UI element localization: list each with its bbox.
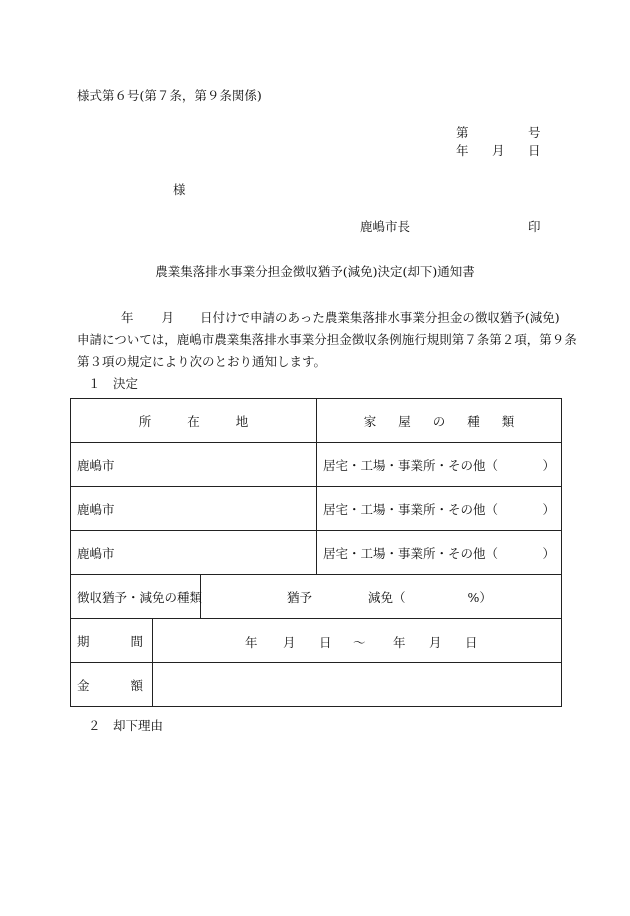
table-row-house: 居宅・工場・事業所・その他（ ） [317, 487, 562, 531]
section-decision: １ 決定 [88, 376, 139, 391]
body-line3: 第３項の規定により次のとおり通知します。 [77, 354, 327, 369]
amount-value-field [153, 663, 561, 706]
decision-table [70, 398, 562, 707]
document-title: 農業集落排水事業分担金徴収猶予(減免)決定(却下)通知書 [155, 264, 475, 279]
body-line1: 日付けで申請のあった農業集落排水事業分担金の徴収猶予(減免) [200, 310, 560, 325]
table-row-house: 居宅・工場・事業所・その他（ ） [317, 531, 562, 575]
amount-label: 金 額 [71, 663, 153, 706]
body-line2: 申請については，鹿嶋市農業集落排水事業分担金徴収条例施行規則第７条第２項，第９条 [77, 332, 577, 347]
table-row-location: 鹿嶋市 [71, 443, 317, 487]
addressee-suffix: 様 [173, 182, 186, 197]
body-month: 月 [161, 310, 175, 325]
table-row-house: 居宅・工場・事業所・その他（ ） [317, 443, 562, 487]
number-prefix: 第 [456, 125, 469, 140]
deferral-kind-label: 徴収猶予・減免の種類 [71, 575, 201, 618]
period-values: 年 月 日 ～ 年 月 日 [245, 635, 478, 650]
table-row-location: 鹿嶋市 [71, 487, 317, 531]
kind-percent: %） [467, 589, 492, 605]
table-row-location: 鹿嶋市 [71, 531, 317, 575]
kind-deferral: 猶予 [287, 589, 313, 605]
header-location: 所 在 地 [71, 399, 317, 443]
section-rejection-reason: ２ 却下理由 [88, 718, 164, 733]
issuer-name: 鹿嶋市長 [360, 219, 411, 234]
form-number: 様式第６号(第７条，第９条関係) [77, 88, 262, 103]
body-paragraph [77, 307, 577, 373]
deferral-kind-row [71, 575, 562, 619]
date-year: 年 [456, 143, 469, 158]
number-suffix: 号 [528, 125, 541, 140]
header-house-type: 家 屋 の 種 類 [317, 399, 562, 443]
amount-row [71, 663, 562, 707]
date-day: 日 [528, 143, 541, 158]
period-label: 期 間 [71, 619, 153, 662]
period-row [71, 619, 562, 663]
body-year: 年 [121, 310, 134, 325]
kind-reduction: 減免（ [368, 589, 406, 605]
seal-mark: 印 [528, 219, 541, 234]
date-month: 月 [492, 143, 505, 158]
